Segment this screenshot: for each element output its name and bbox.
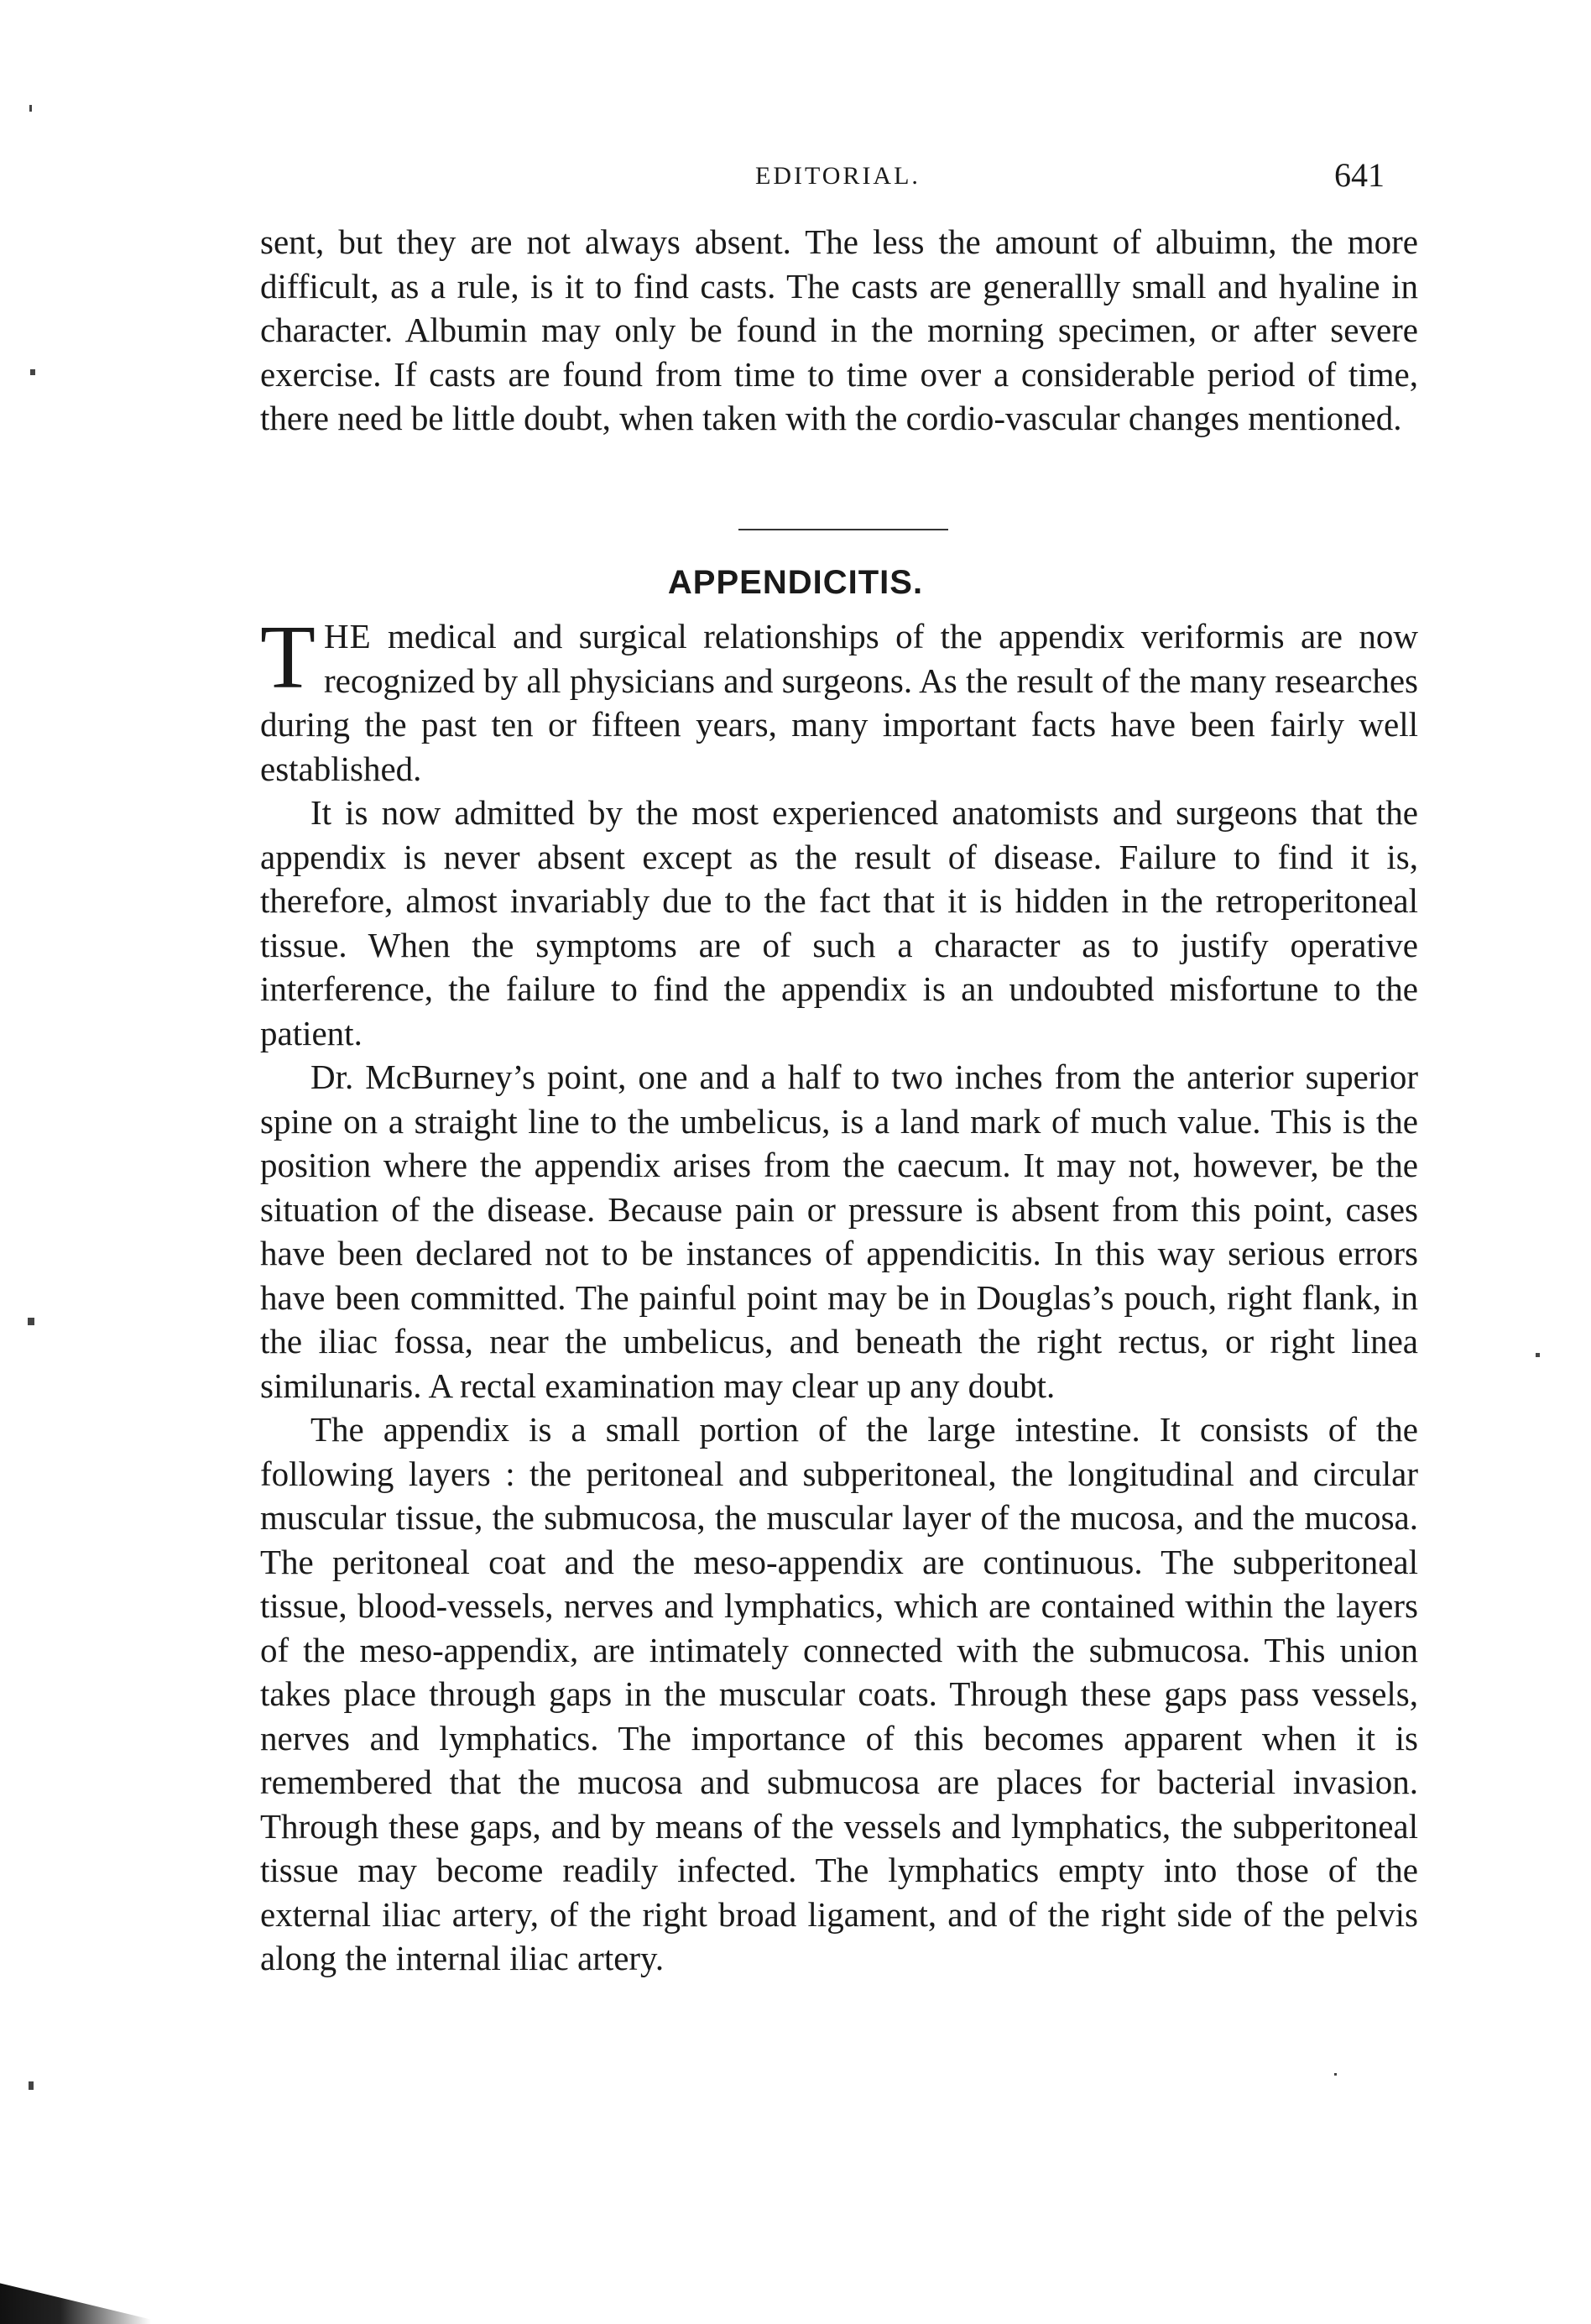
paragraph-text: medical and surgical relationships of the appendix veriformis are now recognized by all physicians and surgeons. As the result of the many researches during the past ten or fifteen years, many important facts have been fairly well established. bbox=[260, 617, 1418, 788]
lead-word: HE bbox=[323, 617, 372, 655]
margin-speck bbox=[1334, 2073, 1337, 2076]
continuation-paragraph: sent, but they are not always absent. The less the amount of albuimn, the more difficult, as a rule, is it to find casts. The casts are generallly small and hyaline in character. Albumin may only be found in the morning specimen, or after severe exercise. If casts are found from time to time over a considerable period of time, there need be little doubt, when taken with the cordio-vascular changes mentioned. bbox=[260, 222, 1418, 437]
page-number: 641 bbox=[1334, 156, 1385, 194]
scan-edge-shadow bbox=[0, 2279, 151, 2324]
article-paragraph-3: Dr. McBurney’s point, one and a half to two inches from the anterior superior spine on a straight line to the umbelicus, is a land mark of much value. This is the position where the appendix arises from the caecum. It may not, however, be the situation of the disease. Because pain or pressure is absent from this point, cases have been declared not to be instances of appendicitis. In this way serious errors have been committed. The painful point may be in Douglas’s pouch, right flank, in the iliac fossa, near the umbelicus, and beneath the right rectus, or right linea similunaris. A rectal examination may clear up any doubt. bbox=[260, 1058, 1418, 1405]
drop-cap: T bbox=[260, 608, 316, 708]
article-body bbox=[260, 608, 1418, 1981]
article-paragraph-1 bbox=[260, 608, 1418, 791]
margin-speck bbox=[30, 369, 35, 375]
running-head bbox=[0, 155, 1591, 206]
article-paragraph-2: It is now admitted by the most experienced anatomists and surgeons that the appendix is never absent except as the result of disease. Failure to find it is, therefore, almost invariably due to the fact that it is hidden in the retroperitoneal tissue. When the symptoms are of such a character as to justify operative interference, the failure to find the appendix is an undoubted misfortune to the patient. bbox=[260, 793, 1418, 1052]
section-divider bbox=[738, 529, 948, 530]
margin-speck bbox=[28, 1318, 34, 1325]
margin-speck bbox=[29, 2081, 34, 2090]
running-title: EDITORIAL. bbox=[755, 162, 921, 190]
margin-speck bbox=[29, 105, 32, 112]
margin-speck bbox=[1536, 1353, 1540, 1357]
article-title: APPENDICITIS. bbox=[667, 564, 924, 601]
article-paragraph-4: The appendix is a small portion of the large intestine. It consists of the following layers : the peritoneal and subperitoneal, the longitudinal and circular muscular tissue, the submucosa, the muscular layer of the mucosa, and the mucosa. The peritoneal coat and the meso-appendix are continuous. The subperitoneal tissue, blood-vessels, nerves and lymphatics, which are contained within the layers of the meso-appendix, are intimately connected with the submucosa. This union takes place through gaps in the muscular coats. Through these gaps pass vessels, nerves and lymphatics. The importance of this becomes apparent when it is remembered that the mucosa and submucosa are places for bacterial invasion. Through these gaps, and by means of the vessels and lymphatics, the subperitoneal tissue may become readily infected. The lymphatics empty into those of the external iliac artery, of the right broad ligament, and of the right side of the pelvis along the internal iliac artery. bbox=[260, 1410, 1418, 1977]
